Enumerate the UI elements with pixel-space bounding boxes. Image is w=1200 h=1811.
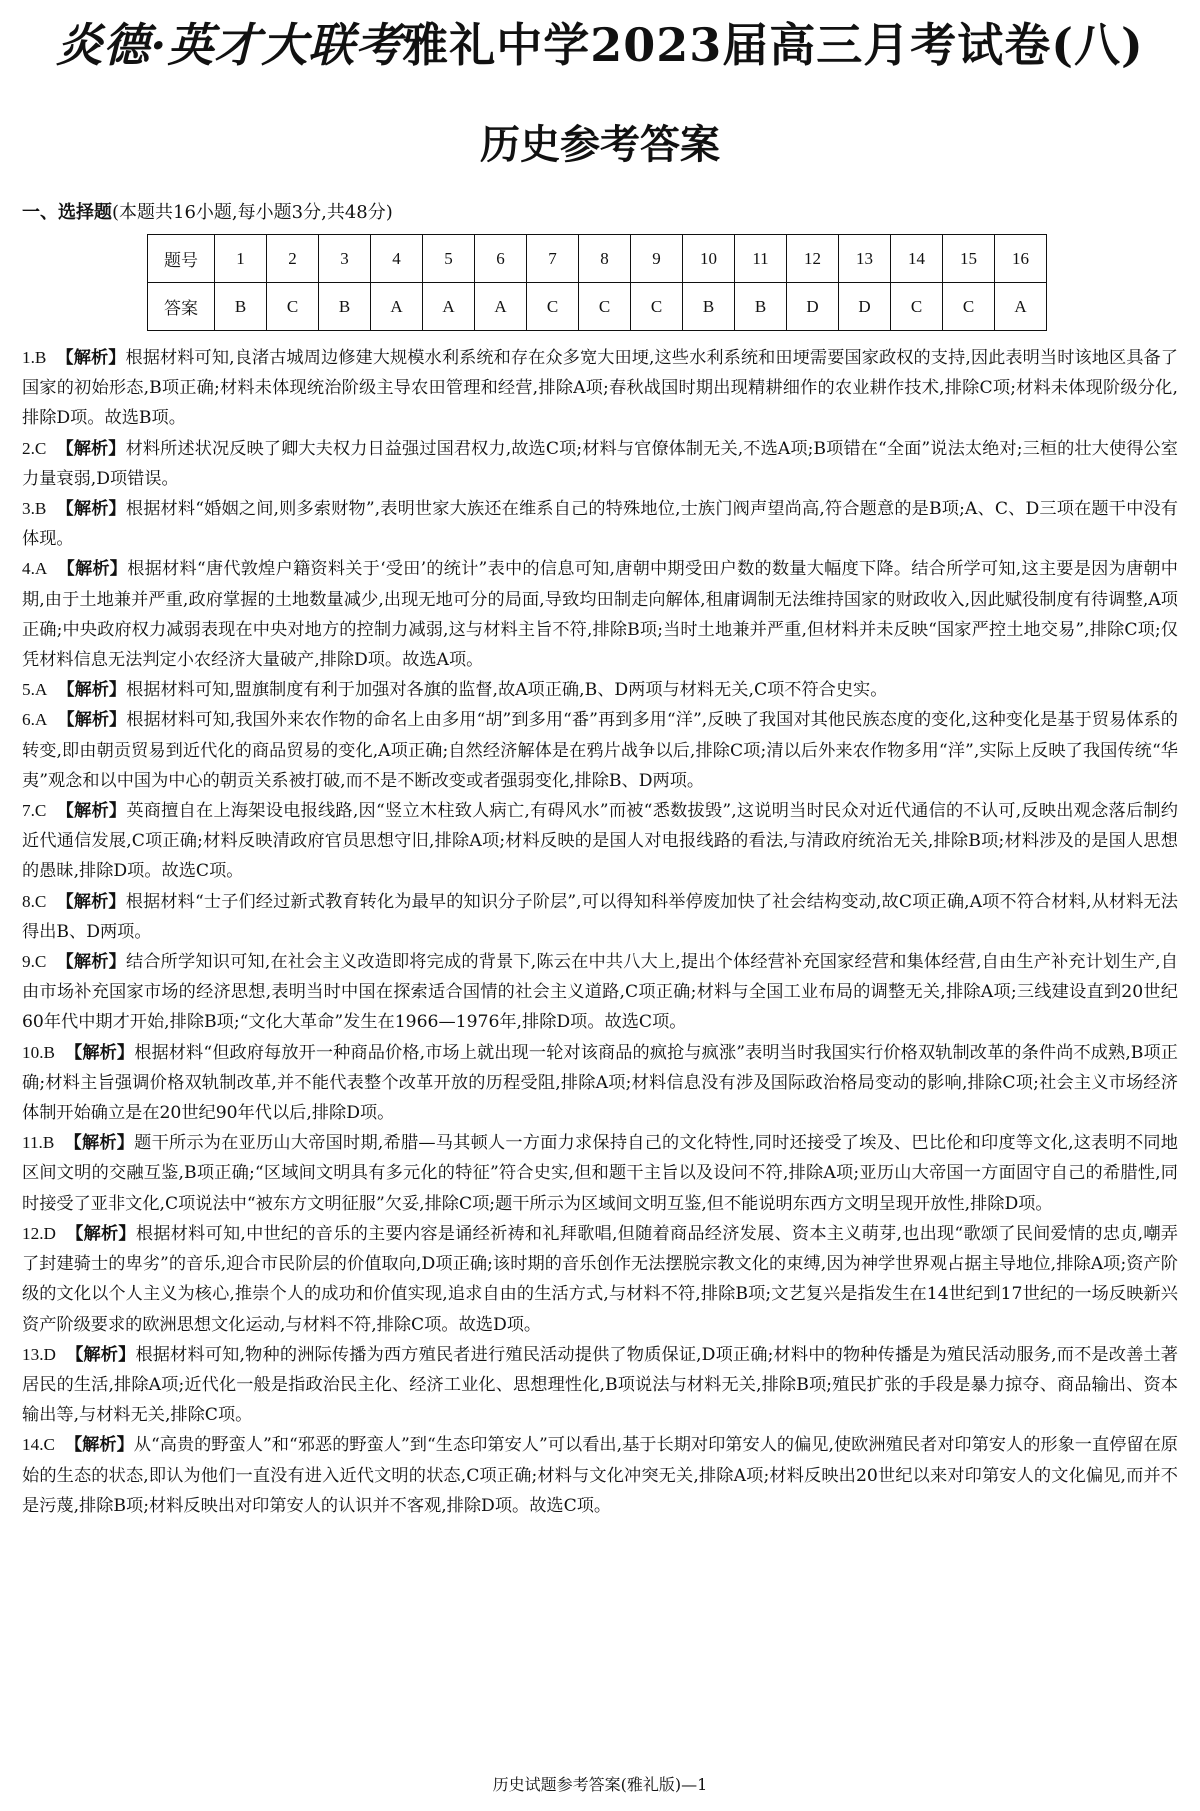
question-number-cell: 7 [527, 235, 579, 283]
question-number-cell: 9 [631, 235, 683, 283]
analysis-tag: 【解析】 [64, 1133, 135, 1154]
analysis-tag: 【解析】 [56, 348, 126, 368]
question-number-cell: 6 [475, 235, 527, 283]
explanation-text: 英商擅自在上海架设电报线路,因“竖立木柱致人病亡,有碍风水”而被“悉数拔毁”,这说明当时民众对近代通信的不认可,反映出观念落后制约近代通信发展,C项正确;材料反映清政府官员思想守旧,排除A项;材料反映的是国人对电报线路的看法,与清政府统治无关,排除B项;材料涉及的是国人思想的愚昧,排除D项。故选C项。 [22, 801, 1178, 882]
explanation-item [22, 887, 1178, 947]
explanation-item [22, 494, 1178, 554]
question-number-cell: 15 [943, 235, 995, 283]
analysis-tag: 【解析】 [64, 1042, 135, 1063]
answer-cell: C [943, 283, 995, 331]
question-answer-label: 13.D [22, 1344, 56, 1364]
answer-cell: A [995, 283, 1047, 331]
document-subtitle: 历史参考答案 [480, 121, 720, 168]
analysis-tag: 【解析】 [57, 680, 127, 701]
answer-cell: B [683, 283, 735, 331]
question-answer-label: 8.C [22, 891, 47, 911]
answer-cell: B [319, 283, 371, 331]
question-number-cell: 4 [371, 235, 423, 283]
question-answer-label: 5.A [22, 680, 48, 700]
explanation-text: 结合所学知识可知,在社会主义改造即将完成的背景下,陈云在中共八大上,提出个体经营补充国家经营和集体经营,自由生产补充计划生产,自由市场补充国家市场的经济思想,表明当时中国在探索适合国情的社会主义道路,C项正确;材料与全国工业布局的调整无关,排除A项;三线建设直到20世纪60年代中期才开始,排除B项;“文化大革命”发生在1966—1976年,排除D项。故选C项。 [22, 952, 1178, 1033]
explanation-text: 根据材料可知,中世纪的音乐的主要内容是诵经祈祷和礼拜歌唱,但随着商品经济发展、资本主义萌芽,也出现“歌颂了民间爱情的忠贞,嘲弄了封建骑士的卑劣”的音乐,迎合市民阶层的价值取向,D项正确;该时期的音乐创作无法摆脱宗教文化的束缚,因为神学世界观占据主导地位,排除A项;资产阶级的文化以个人主义为核心,推崇个人的成功和价值实现,追求自由的生活方式,与材料不符,排除B项;文艺复兴是指发生在14世纪到17世纪的一场反映新兴资产阶级要求的欧洲思想文化运动,与材料不符,排除C项。故选D项。 [22, 1223, 1178, 1335]
answer-cell: D [787, 283, 839, 331]
document-header [22, 0, 1178, 170]
analysis-tag: 【解析】 [57, 559, 128, 580]
section-label: 一、选择题 [22, 202, 112, 223]
question-number-cell: 13 [839, 235, 891, 283]
explanation-text: 材料所述状况反映了卿大夫权力日益强过国君权力,故选C项;材料与官僚体制无关,不选A项;B项错在“全面”说法太绝对;三桓的壮大使得公室力量衰弱,D项错误。 [22, 438, 1178, 489]
question-number-cell: 5 [423, 235, 475, 283]
question-answer-label: 1.B [22, 348, 47, 367]
analysis-tag: 【解析】 [64, 1435, 134, 1456]
explanation-text: 题干所示为在亚历山大帝国时期,希腊—马其顿人一方面力求保持自己的文化特性,同时还接受了埃及、巴比伦和印度等文化,这表明不同地区间文明的交融互鉴,B项正确;“区域间文明具有多元化的特征”符合史实,但和题干主旨以及设问不符,排除A项;亚历山大帝国一方面固守自己的希腊性,同时接受了亚非文化,C项说法中“被东方文明征服”欠妥,排除C项;题干所示为区域间文明互鉴,但不能说明东西方文明呈现开放性,排除D项。 [22, 1133, 1178, 1214]
explanation-text: 从“高贵的野蛮人”和“邪恶的野蛮人”到“生态印第安人”可以看出,基于长期对印第安人的偏见,使欧洲殖民者对印第安人的形象一直停留在原始的生态的状态,即认为他们一直没有进入近代文明的状态,C项正确;材料与文化冲突无关,排除A项;材料反映出20世纪以来对印第安人的文化偏见,而并不是污蔑,排除B项;材料反映出对印第安人的认识并不客观,排除D项。故选C项。 [22, 1435, 1178, 1516]
answer-cell: A [423, 283, 475, 331]
explanation-text: 根据材料可知,我国外来农作物的命名上由多用“胡”到多用“番”再到多用“洋”,反映了我国对其他民族态度的变化,这种变化是基于贸易体系的转变,即由朝贡贸易到近代化的商品贸易的变化,A项正确;自然经济解体是在鸦片战争以后,排除C项;清以后外来农作物多用“洋”,实际上反映了我国传统“华夷”观念和以中国为中心的朝贡关系被打破,而不是不断改变或者强弱变化,排除B、D两项。 [22, 710, 1178, 791]
explanation-item [22, 705, 1178, 796]
answer-cell: C [267, 283, 319, 331]
question-number-cell: 8 [579, 235, 631, 283]
question-number-cell: 3 [319, 235, 371, 283]
question-number-cell: 12 [787, 235, 839, 283]
question-answer-label: 7.C [22, 801, 47, 821]
analysis-tag: 【解析】 [65, 1223, 136, 1244]
question-answer-label: 11.B [22, 1133, 55, 1153]
answer-cell: A [475, 283, 527, 331]
question-answer-label: 14.C [22, 1435, 55, 1455]
answer-cell: C [527, 283, 579, 331]
explanation-item [22, 947, 1178, 1038]
analysis-tag: 【解析】 [56, 801, 127, 822]
answer-cell: C [631, 283, 683, 331]
explanation-item [22, 1038, 1178, 1129]
explanation-item [22, 343, 1178, 434]
answer-cell: C [891, 283, 943, 331]
explanation-text: 根据材料可知,物种的洲际传播为西方殖民者进行殖民活动提供了物质保证,D项正确;材料中的物种传播是为殖民活动服务,而不是改善土著居民的生活,排除A项;近代化一般是指政治民主化、经济工业化、思想理性化,B项说法与材料无关,排除B项;殖民扩张的手段是暴力掠夺、商品输出、资本输出等,与材料无关,排除C项。 [22, 1344, 1178, 1426]
exam-title-rest: 雅礼中学2023届高三月考试卷(八) [402, 18, 1144, 72]
explanation-text: 根据材料“但政府每放开一种商品价格,市场上就出现一轮对该商品的疯抢与疯涨”表明当时我国实行价格双轨制改革的条件尚不成熟,B项正确;材料主旨强调价格双轨制改革,并不能代表整个改革开放的历程受阻,排除A项;材料信息没有涉及国际政治格局变动的影响,排除C项;社会主义市场经济体制开始确立是在20世纪90年代以后,排除D项。 [22, 1042, 1178, 1124]
answer-cell: B [215, 283, 267, 331]
explanation-text: 根据材料可知,良渚古城周边修建大规模水利系统和存在众多宽大田埂,这些水利系统和田埂需要国家政权的支持,因此表明当时该地区具备了国家的初始形态,B项正确;材料未体现统治阶级主导农田管理和经营,排除A项;春秋战国时期出现精耕细作的农业耕作技术,排除C项;材料未体现阶级分化,排除D项。故选B项。 [22, 348, 1178, 429]
answer-key-table [147, 234, 1047, 331]
section-heading [22, 202, 1178, 224]
explanation-item [22, 1128, 1178, 1219]
answer-cell: B [735, 283, 787, 331]
question-number-cell: 10 [683, 235, 735, 283]
explanation-item [22, 434, 1178, 494]
answer-cell: D [839, 283, 891, 331]
analysis-tag: 【解析】 [65, 1344, 136, 1365]
explanation-text: 根据材料“婚姻之间,则多索财物”,表明世家大族还在维系自己的特殊地位,士族门阀声望尚高,符合题意的是B项;A、C、D三项在题干中没有体现。 [22, 499, 1178, 550]
question-number-cell: 11 [735, 235, 787, 283]
answer-cell: C [579, 283, 631, 331]
question-answer-label: 10.B [22, 1042, 55, 1062]
explanation-item [22, 554, 1178, 675]
answer-cell: A [371, 283, 423, 331]
section-note: (本题共16小题,每小题3分,共48分) [112, 202, 393, 223]
question-number-cell: 2 [267, 235, 319, 283]
question-answer-label: 12.D [22, 1223, 56, 1243]
explanation-item [22, 1219, 1178, 1340]
explanation-text: 根据材料可知,盟旗制度有利于加强对各旗的监督,故A项正确,B、D两项与材料无关,C项不符合史实。 [126, 680, 888, 701]
explanation-text: 根据材料“士子们经过新式教育转化为最早的知识分子阶层”,可以得知科举停废加快了社会结构变动,故C项正确,A项不符合材料,从材料无法得出B、D两项。 [22, 891, 1178, 942]
answer-row [148, 283, 1047, 331]
explanation-item [22, 1340, 1178, 1431]
analysis-tag: 【解析】 [56, 438, 126, 459]
question-answer-label: 3.B [22, 499, 47, 519]
explanation-item [22, 796, 1178, 887]
question-number-cell: 16 [995, 235, 1047, 283]
explanation-text: 根据材料“唐代敦煌户籍资料关于‘受田’的统计”表中的信息可知,唐朝中期受田户数的数量大幅度下降。结合所学可知,这主要是因为唐朝中期,由于土地兼并严重,政府掌握的土地数量减少,出现无地可分的局面,导致均田制走向解体,租庸调制无法维持国家的财政收入,因此赋役制度有待调整,A项正确;中央政府权力减弱表现在中央对地方的控制力减弱,这与材料主旨不符,排除B项;当时土地兼并严重,但材料并未反映“国家严控土地交易”,排除C项;仅凭材料信息无法判定小农经济大量破产,排除D项。故选A项。 [22, 559, 1178, 671]
question-answer-label: 9.C [22, 952, 47, 972]
exam-title [22, 16, 1178, 74]
explanation-list [22, 343, 1178, 1521]
analysis-tag: 【解析】 [57, 710, 127, 731]
explanation-item [22, 1430, 1178, 1521]
question-number-row [148, 235, 1047, 283]
analysis-tag: 【解析】 [56, 952, 126, 973]
analysis-tag: 【解析】 [56, 499, 126, 520]
question-answer-label: 6.A [22, 710, 48, 730]
question-answer-label: 4.A [22, 559, 48, 579]
explanation-item [22, 675, 1178, 705]
page-footer: 历史试题参考答案(雅礼版)—1 [492, 1775, 708, 1794]
analysis-tag: 【解析】 [56, 891, 126, 912]
exam-brand: 炎德·英才大联考 [56, 18, 403, 72]
question-number-cell: 14 [891, 235, 943, 283]
question-answer-label: 2.C [22, 438, 47, 458]
question-number-cell: 1 [215, 235, 267, 283]
row-header-number: 题号 [148, 235, 215, 283]
row-header-answer: 答案 [148, 283, 215, 331]
